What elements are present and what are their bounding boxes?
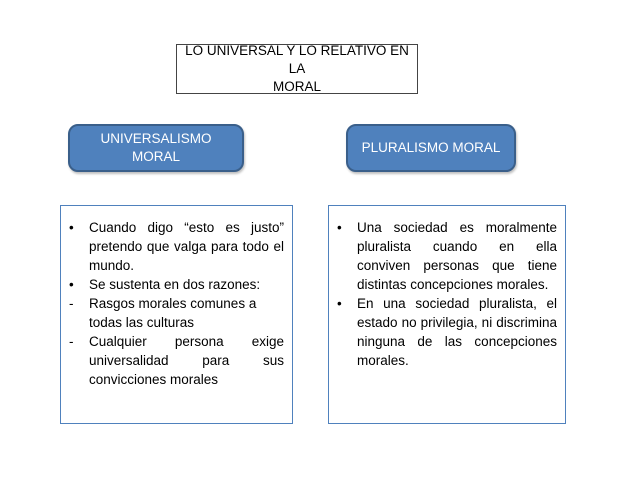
list-item <box>69 294 284 332</box>
list-item-text: Cuando digo “esto es justo” pretendo que valga para todo el mundo. <box>89 220 284 273</box>
pluralismo-header <box>346 124 516 172</box>
pluralismo-panel <box>328 205 566 424</box>
universalismo-header-line-2: MORAL <box>131 149 180 164</box>
bullet-marker: • <box>337 296 342 311</box>
bullet-marker: • <box>337 220 342 235</box>
list-item <box>69 218 284 275</box>
list-item-text: Se sustenta en dos razones: <box>89 277 261 292</box>
list-item-text: Rasgos morales comunes a todas las culturas <box>89 296 257 330</box>
universalismo-header-line-1: UNIVERSALISMO <box>100 131 212 146</box>
list-item <box>69 332 284 389</box>
list-item-text: Una sociedad es moralmente pluralista cuando en ella conviven personas que tiene distintas concepciones morales. <box>357 220 557 292</box>
bullet-marker: • <box>69 277 74 292</box>
list-item <box>69 275 284 294</box>
dash-marker: - <box>69 296 74 311</box>
pluralismo-header-label: PLURALISMO MORAL <box>361 140 501 155</box>
dash-marker: - <box>69 334 74 349</box>
list-item-text: En una sociedad pluralista, el estado no privilegia, ni discrimina ninguna de las concepciones morales. <box>357 296 557 368</box>
universalismo-panel <box>60 205 293 424</box>
list-item <box>337 294 557 370</box>
diagram-title <box>176 44 418 94</box>
list-item-text: Cualquier persona exige universalidad para sus convicciones morales <box>89 334 284 387</box>
title-line-2: MORAL <box>272 79 321 94</box>
title-line-1: LO UNIVERSAL Y LO RELATIVO EN LA <box>185 43 409 76</box>
list-item <box>337 218 557 294</box>
universalismo-header <box>68 124 244 172</box>
bullet-marker: • <box>69 220 74 235</box>
